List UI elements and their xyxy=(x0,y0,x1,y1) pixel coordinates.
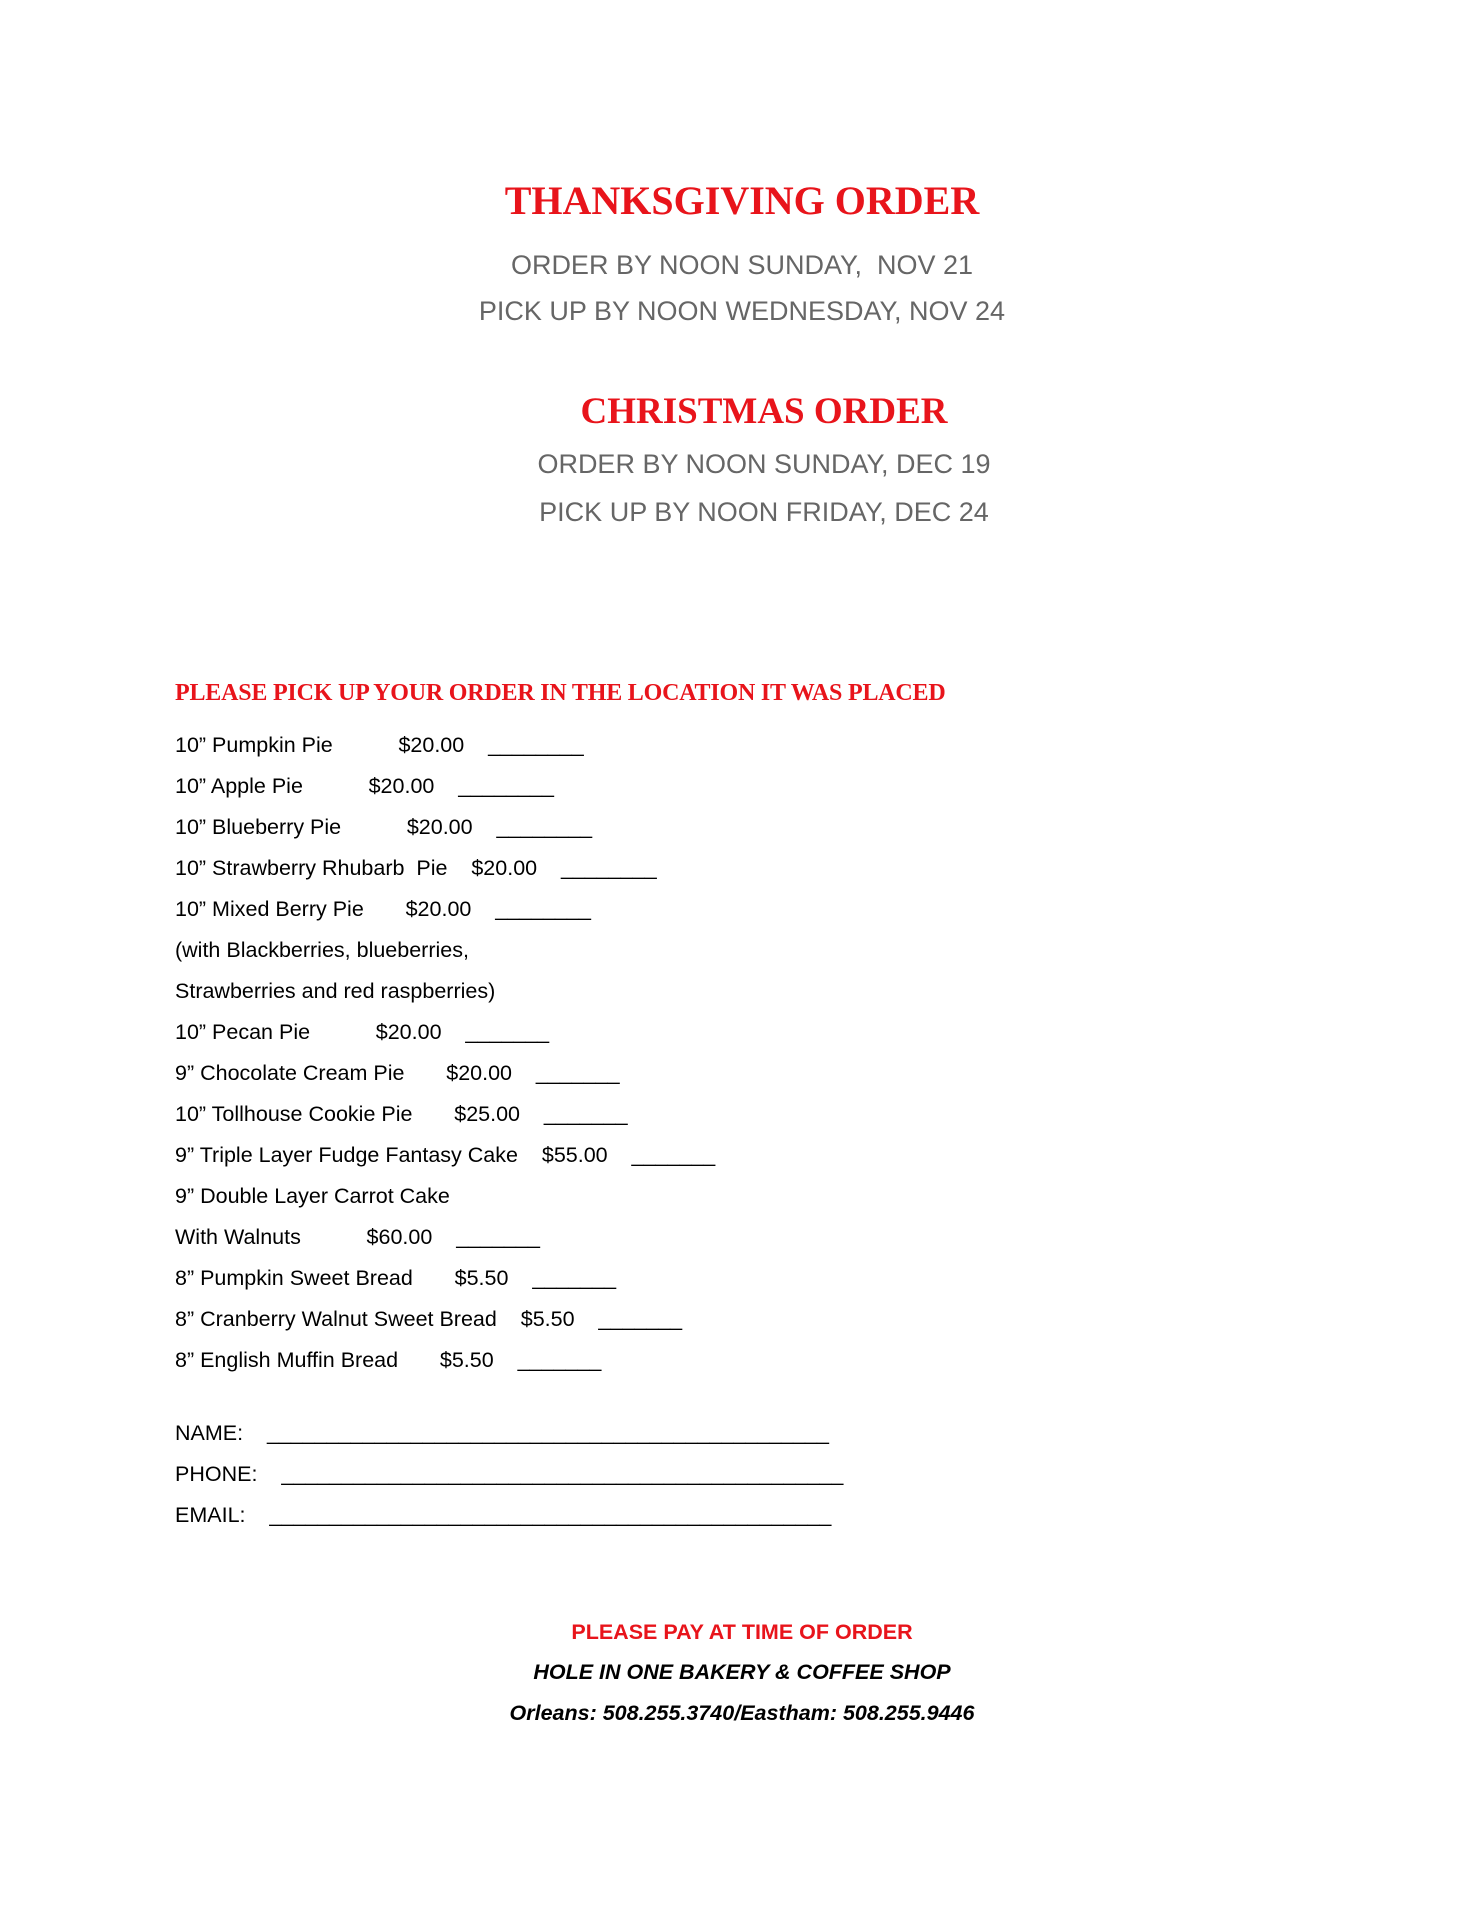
order-item: 10” Strawberry Rhubarb Pie $20.00 ________ xyxy=(175,856,657,880)
christmas-pick-up: PICK UP BY NOON FRIDAY, DEC 24 xyxy=(539,497,989,527)
order-item: 8” English Muffin Bread $5.50 _______ xyxy=(175,1348,602,1372)
christmas-title: CHRISTMAS ORDER xyxy=(580,391,948,432)
order-item-list xyxy=(175,730,715,1386)
order-item: 8” Cranberry Walnut Sweet Bread $5.50 _______ xyxy=(175,1307,683,1331)
order-item: 9” Chocolate Cream Pie $20.00 _______ xyxy=(175,1061,620,1085)
order-item: 9” Double Layer Carrot Cake xyxy=(175,1184,450,1208)
shop-name: HOLE IN ONE BAKERY & COFFEE SHOP xyxy=(533,1660,951,1684)
order-item: 10” Pumpkin Pie $20.00 ________ xyxy=(175,733,584,757)
order-item: 10” Apple Pie $20.00 ________ xyxy=(175,774,554,798)
order-item: 10” Pecan Pie $20.00 _______ xyxy=(175,1020,550,1044)
order-item-note: (with Blackberries, blueberries, xyxy=(175,938,469,962)
name-field: NAME: _______________________________________________ xyxy=(175,1421,829,1445)
order-item-note: Strawberries and red raspberries) xyxy=(175,979,496,1003)
order-item: 8” Pumpkin Sweet Bread $5.50 _______ xyxy=(175,1266,617,1290)
thanksgiving-title: THANKSGIVING ORDER xyxy=(504,178,980,223)
christmas-order-by: ORDER BY NOON SUNDAY, DEC 19 xyxy=(537,449,991,479)
email-field: EMAIL: _______________________________________________ xyxy=(175,1503,832,1527)
thanksgiving-order-by: ORDER BY NOON SUNDAY, NOV 21 xyxy=(510,250,974,280)
phone-field: PHONE: _______________________________________________ xyxy=(175,1462,844,1486)
order-item: With Walnuts $60.00 _______ xyxy=(175,1225,540,1249)
thanksgiving-pick-up: PICK UP BY NOON WEDNESDAY, NOV 24 xyxy=(478,296,1006,326)
order-item: 10” Blueberry Pie $20.00 ________ xyxy=(175,815,593,839)
order-item: 9” Triple Layer Fudge Fantasy Cake $55.00 _______ xyxy=(175,1143,716,1167)
pay-notice: PLEASE PAY AT TIME OF ORDER xyxy=(571,1620,913,1644)
order-item: 10” Tollhouse Cookie Pie $25.00 _______ xyxy=(175,1102,628,1126)
order-item: 10” Mixed Berry Pie $20.00 ________ xyxy=(175,897,591,921)
pickup-location-notice: PLEASE PICK UP YOUR ORDER IN THE LOCATION IT WAS PLACED xyxy=(175,680,946,706)
contact-fields xyxy=(175,1418,843,1541)
shop-phones: Orleans: 508.255.3740/Eastham: 508.255.9446 xyxy=(509,1701,975,1725)
